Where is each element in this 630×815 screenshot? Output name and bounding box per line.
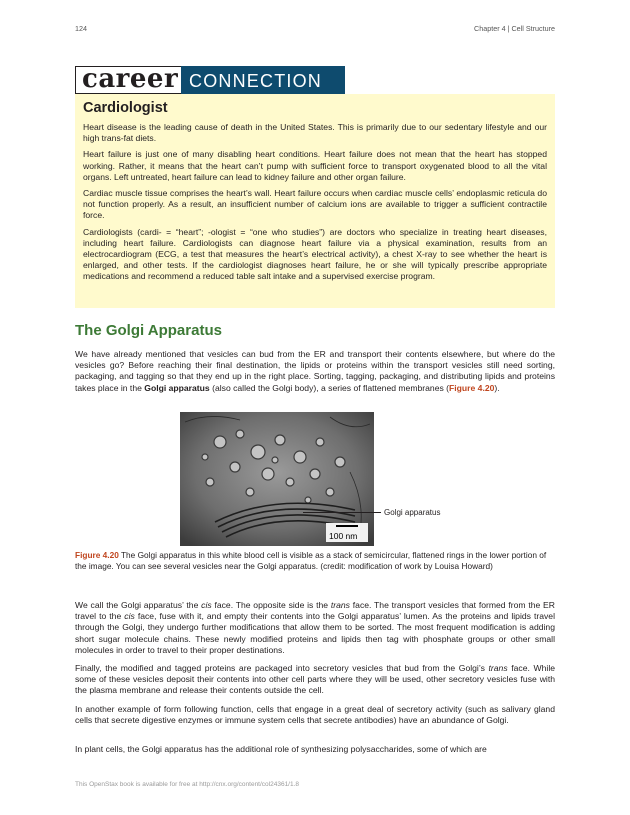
caption-text: The Golgi apparatus in this white blood cell is visible as a stack of semicircular, flattened rings in the lower portion of the image. You can see several vesicles near the Golgi apparatus. (credit: modification of work by Louisa Howard)	[75, 550, 547, 571]
text: We call the Golgi apparatus’ the	[75, 600, 202, 610]
career-paragraph: Cardiac muscle tissue comprises the heart’s wall. Heart failure occurs when cardiac muscle cells’ endoplasmic reticula do not function properly. As a result, an insufficient number of calcium ions are available to trigger a sufficient contractile force.	[83, 188, 547, 221]
body-paragraph-4: In plant cells, the Golgi apparatus has the additional role of synthesizing polysaccharides, some of which are	[75, 744, 487, 754]
body-paragraph-1	[75, 600, 555, 656]
intro-paragraph	[75, 349, 555, 394]
body-paragraph-3: In another example of form following function, cells that engage in a great deal of secretory activity (such as salivary gland cells that secrete digestive enzymes or immune system cells that secrete antibodies) have an abundance of Golgi.	[75, 704, 555, 726]
trans-term: trans	[488, 663, 508, 673]
caption-number: Figure 4.20	[75, 550, 119, 560]
connection-bar	[181, 66, 345, 94]
figure-caption	[75, 550, 555, 572]
golgi-leader-line	[303, 512, 381, 513]
career-paragraph: Cardiologists (cardi- = “heart”; -ologist = “one who studies”) are doctors who specialize in treating heart diseases, including heart failure. Cardiologists can diagnose heart failure via a physical examination, results from an electrocardiogram (ECG, a test that measures the heart’s electrical activity), a chest X-ray to see whether the heart is enlarged, and other tests. If the cardiologist diagnoses heart failure, he or she will typically prescribe appropriate medications and recommend a reduced table salt intake and a supervised exercise program.	[83, 226, 547, 282]
career-connection-banner	[75, 66, 345, 94]
cis-term: cis	[124, 611, 135, 622]
intro-text-cont: (also called the Golgi body), a series of flattened membranes (	[209, 382, 450, 393]
golgi-micrograph	[180, 412, 374, 546]
cis-term: cis	[201, 600, 212, 610]
intro-end: ).	[494, 382, 500, 393]
career-title: Cardiologist	[83, 100, 168, 116]
text: face, fuse with it, and empty their contents into the Golgi apparatus’ lumen. As the proteins and lipids travel through the Golgi, they undergo further modifications that allow them to be sorted. The most frequent modification is adding short sugar molecule chains. These newly modified proteins and lipids then tag with phosphate groups or other small molecules in order to travel to their proper destinations.	[75, 611, 555, 655]
text: face. The transport vesicles that formed from the ER travel to the	[75, 600, 555, 622]
career-box	[75, 94, 555, 308]
intro-text: We have already mentioned that vesicles can bud from the ER and transport their contents elsewhere, but where do the vesicles go? Before reaching their final destination, the lipids or proteins within the transport vesicles still need sorting, packaging, and tagging so that they end up in the right place. Sorting, tagging, packaging, and distributing lipids and proteins takes place in the	[75, 349, 555, 393]
career-word: career	[82, 64, 179, 94]
career-logo	[75, 66, 181, 94]
golgi-label: Golgi apparatus	[384, 508, 441, 517]
trans-term: trans	[330, 600, 350, 610]
footer-note: This OpenStax book is available for free at http://cnx.org/content/col24361/1.8	[75, 781, 300, 788]
section-title: The Golgi Apparatus	[75, 322, 222, 339]
page-number: 124	[75, 24, 87, 33]
connection-word: CONNECTION	[189, 71, 322, 91]
text: face. While some of these vesicles deposit their contents into other cell parts where they will be used, other secretory vesicles fuse with the plasma membrane and release their contents outside the cell.	[75, 663, 556, 696]
scale-bar-label: 100 nm	[329, 531, 358, 541]
text: face. The opposite side is the	[211, 600, 331, 610]
career-paragraph: Heart failure is just one of many disabling heart conditions. Heart failure does not mean that the heart has stopped working. Rather, it means that the heart can’t pump with sufficient force to transport oxygenated blood to all the vital organs. Left untreated, heart failure can lead to kidney failure and other organ failure.	[83, 149, 547, 182]
text: Finally, the modified and tagged proteins are packaged into secretory vesicles that bud from the Golgi’s	[75, 663, 489, 673]
chapter-header: Chapter 4 | Cell Structure	[474, 24, 555, 33]
career-paragraph: Heart disease is the leading cause of death in the United States. This is primarily due to our sedentary lifestyle and our high trans-fat diets.	[83, 122, 547, 144]
body-paragraph-2	[75, 663, 555, 697]
golgi-term: Golgi apparatus	[144, 382, 210, 393]
figure-link[interactable]: Figure 4.20	[449, 382, 495, 393]
